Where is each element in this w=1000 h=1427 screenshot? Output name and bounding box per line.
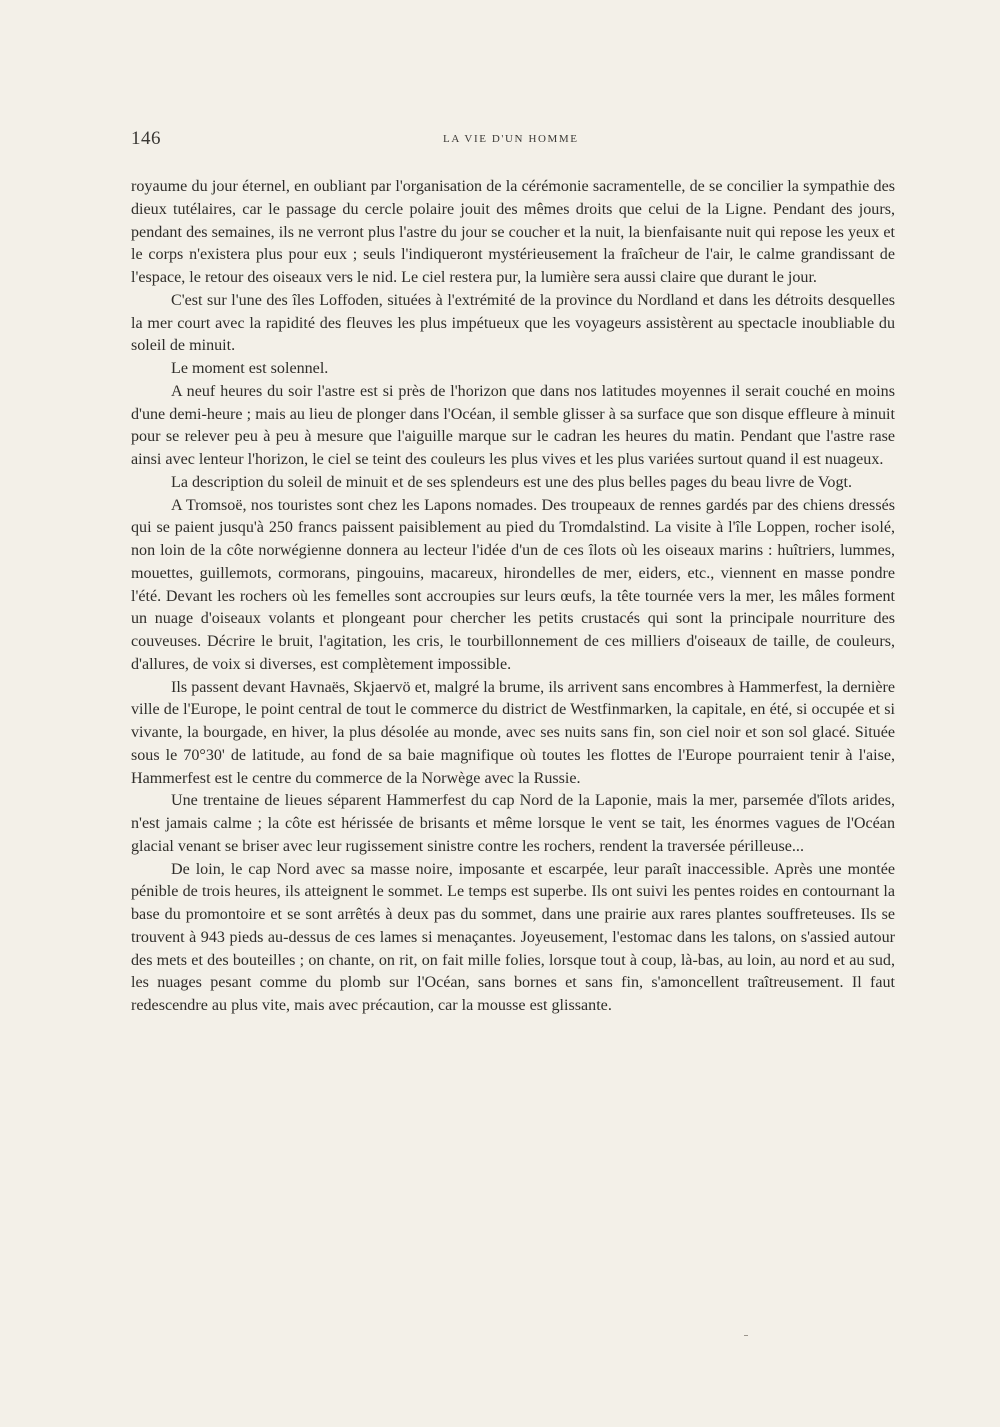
paragraph: De loin, le cap Nord avec sa masse noire, imposante et escarpée, leur paraît inaccessible. Après une montée pénible de trois heures, ils atteignent le sommet. Le temps est superbe. Ils ont suivi les pentes roides en contournant la base du promontoire et se sont arrêtés à deux pas du sommet, dans une prairie aux rares plantes souffreteuses. Ils se trouvent à 943 pieds au-dessus de ces lames si menaçantes. Joyeusement, l'estomac dans les talons, on s'assied autour des mets et des bouteilles ; on chante, on rit, on fait mille folies, lorsque tout à coup, là-bas, au loin, au nord et au sud, les nuages pesant comme du plomb sur l'Océan, sans bornes et sans fin, s'amoncellent traîtreusement. Il faut redescendre au plus vite, mais avec précaution, car la mousse est glissante.: [131, 860, 895, 1014]
paragraph: Le moment est solennel.: [171, 360, 329, 377]
paragraph: A Tromsoë, nos touristes sont chez les Lapons nomades. Des troupeaux de rennes gardés par des chiens dressés qui se paient jusqu'à 250 francs paissent paisiblement au pied du Tromdalstind. La visite à l'île Loppen, rocher isolé, non loin de la côte norwégienne donnera au lecteur l'idée d'un de ces îlots où les oiseaux marins : huîtriers, lummes, mouettes, guillemots, cormorans, pingouins, macareux, hirondelles de mer, eiders, etc., viennent en masse pondre l'été. Devant les rochers où les femelles sont accroupies sur leurs œufs, la tête tournée vers la mer, les mâles forment un nuage d'oiseaux volants et plongeant pour chercher les petits crustacés qui sont la principale nourriture des couveuses. Décrire le bruit, l'agitation, les cris, le tourbillonnement de ces milliers d'oiseaux de taille, de couleurs, d'allures, de voix si diverses, est complètement impossible.: [131, 496, 895, 673]
body-text: [131, 176, 895, 1018]
paragraph: Ils passent devant Havnaës, Skjaervö et, malgré la brume, ils arrivent sans encombres à Hammerfest, la dernière ville de l'Europe, le point central de tout le commerce du district de Westfinmarken, la capitale, en été, si occupée et si vivante, la bourgade, en hiver, la plus désolée au monde, avec ses nuits sans fin, son ciel noir et son sol glacé. Située sous le 70°30' de latitude, au fond de sa baie magnifique où toutes les flottes de l'Europe pourraient tenir à l'aise, Hammerfest est le centre du commerce de la Norwège avec la Russie.: [131, 678, 895, 787]
paragraph: C'est sur l'une des îles Loffoden, situées à l'extrémité de la province du Nordland et dans les détroits desquelles la mer court avec la rapidité des fleuves les plus impétueux que les voyageurs assistèrent au spectacle inoubliable du soleil de minuit.: [131, 291, 895, 355]
paragraph: royaume du jour éternel, en oubliant par l'organisation de la cérémonie sacramentelle, de se concilier la sympathie des dieux tutélaires, car le passage du cercle polaire jouit des mêmes droits que celui de la Ligne. Pendant des jours, pendant des semaines, ils ne verront plus l'astre du jour se coucher et la nuit, la bienfaisante nuit qui repose les yeux et le corps n'existera plus pour eux ; seuls l'indiqueront mystérieusement la fraîcheur de l'air, le calme grandissant de l'espace, le retour des oiseaux vers le nid. Le ciel restera pur, la lumière sera aussi claire que durant le jour.: [131, 178, 895, 286]
page-number: 146: [131, 128, 161, 149]
paragraph: Une trentaine de lieues séparent Hammerfest du cap Nord de la Laponie, mais la mer, parsemée d'îlots arides, n'est jamais calme ; la côte est hérissée de brisants et même lorsque le vent se tait, les énormes vagues de l'Océan glacial venant se briser avec leur rugissement sinistre contre les rochers, rendent la traversée périlleuse...: [131, 792, 895, 855]
paragraph: A neuf heures du soir l'astre est si près de l'horizon que dans nos latitudes moyennes il serait couché en moins d'une demi-heure ; mais au lieu de plonger dans l'Océan, il semble glisser à sa surface que son disque effleure à minuit pour se relever peu à peu à mesure que l'aiguille marque sur le cadran les heures du matin. Pendant que l'astre rase ainsi avec lenteur l'horizon, le ciel se teint des couleurs les plus vives et les plus variées surtout quand il est nuageux.: [131, 382, 895, 468]
page-mark: [744, 1335, 748, 1336]
page-header: [131, 128, 889, 154]
paragraph: La description du soleil de minuit et de ses splendeurs est une des plus belles pages du beau livre de Vogt.: [171, 473, 853, 491]
running-head: LA VIE D'UN HOMME: [443, 133, 579, 145]
